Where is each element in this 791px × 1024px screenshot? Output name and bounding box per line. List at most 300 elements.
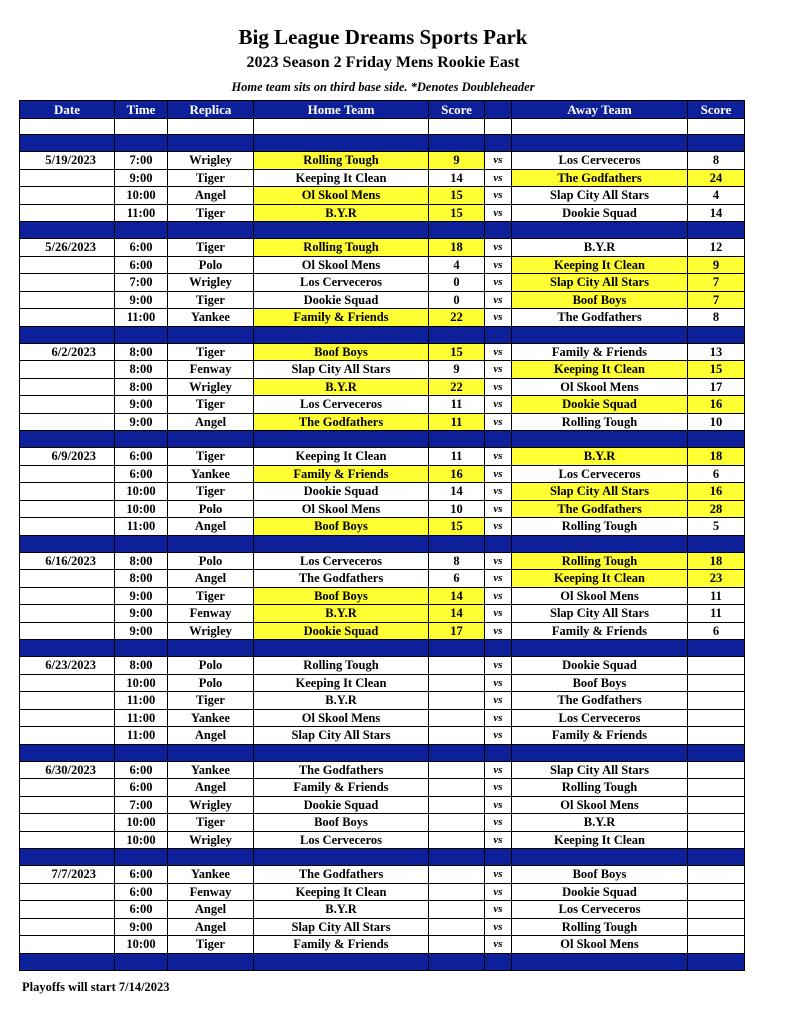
game-replica: Tiger xyxy=(168,483,254,501)
game-time: 6:00 xyxy=(115,901,168,919)
empty-cell xyxy=(485,326,512,343)
home-team: Boof Boys xyxy=(254,518,429,536)
game-date xyxy=(20,169,115,187)
empty-cell xyxy=(115,744,168,761)
game-row xyxy=(20,256,745,274)
empty-cell xyxy=(485,744,512,761)
week-separator-row xyxy=(20,849,745,866)
empty-cell xyxy=(254,326,429,343)
game-time: 8:00 xyxy=(115,552,168,570)
away-score: 6 xyxy=(688,622,745,640)
away-team: B.Y.R xyxy=(512,814,688,832)
away-team: Rolling Tough xyxy=(512,918,688,936)
game-date xyxy=(20,796,115,814)
home-score: 15 xyxy=(429,518,485,536)
vs-label: vs xyxy=(485,378,512,396)
vs-label: vs xyxy=(485,918,512,936)
home-score: 14 xyxy=(429,169,485,187)
away-score: 24 xyxy=(688,169,745,187)
away-score: 13 xyxy=(688,343,745,361)
table-header-row xyxy=(20,101,745,119)
vs-label: vs xyxy=(485,657,512,675)
game-row xyxy=(20,727,745,745)
game-replica: Yankee xyxy=(168,465,254,483)
home-score: 15 xyxy=(429,343,485,361)
empty-cell xyxy=(115,119,168,135)
empty-cell xyxy=(168,326,254,343)
vs-label: vs xyxy=(485,831,512,849)
away-score: 28 xyxy=(688,500,745,518)
away-team: Rolling Tough xyxy=(512,518,688,536)
home-team: Los Cerveceros xyxy=(254,396,429,414)
vs-label: vs xyxy=(485,761,512,779)
vs-label: vs xyxy=(485,291,512,309)
home-score: 11 xyxy=(429,448,485,466)
col-header-away-team: Away Team xyxy=(512,101,688,119)
game-replica: Angel xyxy=(168,901,254,919)
game-date xyxy=(20,936,115,954)
empty-cell xyxy=(20,953,115,970)
home-team: Boof Boys xyxy=(254,343,429,361)
game-replica: Angel xyxy=(168,187,254,205)
home-score xyxy=(429,709,485,727)
away-score: 17 xyxy=(688,378,745,396)
game-row xyxy=(20,901,745,919)
game-date xyxy=(20,918,115,936)
game-time: 10:00 xyxy=(115,831,168,849)
home-team: The Godfathers xyxy=(254,866,429,884)
away-score: 4 xyxy=(688,187,745,205)
away-team: B.Y.R xyxy=(512,239,688,257)
home-score: 6 xyxy=(429,570,485,588)
empty-cell xyxy=(688,119,745,135)
game-row xyxy=(20,169,745,187)
game-date xyxy=(20,709,115,727)
away-team: Keeping It Clean xyxy=(512,361,688,379)
game-replica: Yankee xyxy=(168,309,254,327)
empty-cell xyxy=(168,953,254,970)
home-team: Ol Skool Mens xyxy=(254,256,429,274)
away-score xyxy=(688,901,745,919)
vs-label: vs xyxy=(485,239,512,257)
game-replica: Wrigley xyxy=(168,152,254,170)
game-replica: Yankee xyxy=(168,866,254,884)
game-date xyxy=(20,570,115,588)
game-time: 8:00 xyxy=(115,657,168,675)
week-separator-row xyxy=(20,953,745,970)
game-time: 6:00 xyxy=(115,465,168,483)
away-team: Boof Boys xyxy=(512,866,688,884)
home-team: Ol Skool Mens xyxy=(254,500,429,518)
game-row xyxy=(20,518,745,536)
game-row xyxy=(20,291,745,309)
home-team: Los Cerveceros xyxy=(254,831,429,849)
game-row xyxy=(20,692,745,710)
col-header-home-score: Score xyxy=(429,101,485,119)
empty-cell xyxy=(115,222,168,239)
vs-label: vs xyxy=(485,152,512,170)
vs-label: vs xyxy=(485,361,512,379)
empty-cell xyxy=(20,744,115,761)
home-score: 4 xyxy=(429,256,485,274)
game-replica: Tiger xyxy=(168,239,254,257)
game-row xyxy=(20,831,745,849)
home-score: 0 xyxy=(429,291,485,309)
home-score: 9 xyxy=(429,152,485,170)
away-score xyxy=(688,727,745,745)
game-row xyxy=(20,152,745,170)
empty-cell xyxy=(485,119,512,135)
vs-label: vs xyxy=(485,187,512,205)
away-score xyxy=(688,761,745,779)
game-time: 11:00 xyxy=(115,709,168,727)
game-time: 10:00 xyxy=(115,500,168,518)
away-team: Rolling Tough xyxy=(512,413,688,431)
empty-cell xyxy=(485,135,512,152)
away-team: Family & Friends xyxy=(512,727,688,745)
game-row xyxy=(20,448,745,466)
game-time: 6:00 xyxy=(115,239,168,257)
game-replica: Tiger xyxy=(168,814,254,832)
game-row xyxy=(20,936,745,954)
col-header-home-team: Home Team xyxy=(254,101,429,119)
home-team: Slap City All Stars xyxy=(254,727,429,745)
game-time: 7:00 xyxy=(115,274,168,292)
home-score: 0 xyxy=(429,274,485,292)
game-time: 10:00 xyxy=(115,483,168,501)
vs-label: vs xyxy=(485,274,512,292)
game-row xyxy=(20,657,745,675)
game-row xyxy=(20,309,745,327)
empty-cell xyxy=(485,953,512,970)
game-time: 6:00 xyxy=(115,256,168,274)
home-team: Rolling Tough xyxy=(254,239,429,257)
home-score xyxy=(429,918,485,936)
away-team: Family & Friends xyxy=(512,343,688,361)
away-team: The Godfathers xyxy=(512,169,688,187)
game-row xyxy=(20,883,745,901)
vs-label: vs xyxy=(485,343,512,361)
game-date xyxy=(20,465,115,483)
week-separator-row xyxy=(20,326,745,343)
game-time: 9:00 xyxy=(115,587,168,605)
game-replica: Angel xyxy=(168,779,254,797)
game-row xyxy=(20,779,745,797)
home-score: 9 xyxy=(429,361,485,379)
game-row xyxy=(20,204,745,222)
home-score xyxy=(429,779,485,797)
empty-cell xyxy=(688,431,745,448)
empty-cell xyxy=(115,326,168,343)
empty-cell xyxy=(512,222,688,239)
vs-label: vs xyxy=(485,552,512,570)
away-score: 16 xyxy=(688,483,745,501)
game-time: 9:00 xyxy=(115,169,168,187)
schedule-body xyxy=(20,119,745,971)
away-team: Dookie Squad xyxy=(512,204,688,222)
empty-cell xyxy=(512,744,688,761)
empty-cell xyxy=(512,849,688,866)
away-team: Slap City All Stars xyxy=(512,187,688,205)
empty-cell xyxy=(688,135,745,152)
empty-cell xyxy=(254,640,429,657)
game-replica: Wrigley xyxy=(168,274,254,292)
home-score xyxy=(429,831,485,849)
game-row xyxy=(20,413,745,431)
vs-label: vs xyxy=(485,622,512,640)
vs-label: vs xyxy=(485,901,512,919)
away-team: Slap City All Stars xyxy=(512,761,688,779)
vs-label: vs xyxy=(485,413,512,431)
vs-label: vs xyxy=(485,169,512,187)
home-score: 16 xyxy=(429,465,485,483)
game-date: 5/26/2023 xyxy=(20,239,115,257)
away-team: The Godfathers xyxy=(512,309,688,327)
empty-cell xyxy=(512,119,688,135)
week-separator-row xyxy=(20,135,745,152)
game-row xyxy=(20,343,745,361)
game-replica: Yankee xyxy=(168,709,254,727)
game-date xyxy=(20,274,115,292)
game-time: 10:00 xyxy=(115,814,168,832)
empty-cell xyxy=(254,431,429,448)
home-score: 11 xyxy=(429,396,485,414)
empty-cell xyxy=(485,431,512,448)
game-replica: Tiger xyxy=(168,204,254,222)
home-team: Keeping It Clean xyxy=(254,169,429,187)
home-team: B.Y.R xyxy=(254,692,429,710)
away-score xyxy=(688,936,745,954)
empty-cell xyxy=(168,135,254,152)
game-replica: Tiger xyxy=(168,587,254,605)
empty-cell xyxy=(254,744,429,761)
away-score xyxy=(688,814,745,832)
empty-cell xyxy=(512,535,688,552)
away-team: Los Cerveceros xyxy=(512,709,688,727)
home-team: Rolling Tough xyxy=(254,152,429,170)
game-time: 9:00 xyxy=(115,918,168,936)
empty-cell xyxy=(688,744,745,761)
away-score: 16 xyxy=(688,396,745,414)
empty-cell xyxy=(254,222,429,239)
home-team: Ol Skool Mens xyxy=(254,187,429,205)
away-score: 18 xyxy=(688,448,745,466)
away-score: 15 xyxy=(688,361,745,379)
away-team: Dookie Squad xyxy=(512,657,688,675)
vs-label: vs xyxy=(485,814,512,832)
home-score: 11 xyxy=(429,413,485,431)
game-date: 6/16/2023 xyxy=(20,552,115,570)
away-team: Keeping It Clean xyxy=(512,570,688,588)
page-title: Big League Dreams Sports Park xyxy=(238,25,528,49)
home-score xyxy=(429,936,485,954)
game-row xyxy=(20,187,745,205)
away-team: Rolling Tough xyxy=(512,779,688,797)
home-team: Family & Friends xyxy=(254,936,429,954)
home-team: Dookie Squad xyxy=(254,796,429,814)
empty-cell xyxy=(512,326,688,343)
away-score xyxy=(688,709,745,727)
away-team: Ol Skool Mens xyxy=(512,796,688,814)
game-time: 11:00 xyxy=(115,692,168,710)
empty-cell xyxy=(429,326,485,343)
empty-cell xyxy=(429,135,485,152)
game-date xyxy=(20,518,115,536)
empty-cell xyxy=(429,953,485,970)
home-team: Family & Friends xyxy=(254,309,429,327)
home-score xyxy=(429,901,485,919)
game-row xyxy=(20,465,745,483)
empty-cell xyxy=(429,222,485,239)
empty-cell xyxy=(168,640,254,657)
away-score: 23 xyxy=(688,570,745,588)
away-team: The Godfathers xyxy=(512,692,688,710)
empty-cell xyxy=(254,849,429,866)
game-date xyxy=(20,831,115,849)
vs-label: vs xyxy=(485,256,512,274)
game-row xyxy=(20,587,745,605)
game-date xyxy=(20,309,115,327)
game-row xyxy=(20,396,745,414)
empty-cell xyxy=(20,222,115,239)
away-team: B.Y.R xyxy=(512,448,688,466)
game-replica: Yankee xyxy=(168,761,254,779)
game-time: 10:00 xyxy=(115,187,168,205)
game-replica: Angel xyxy=(168,518,254,536)
home-score: 10 xyxy=(429,500,485,518)
empty-cell xyxy=(168,535,254,552)
vs-label: vs xyxy=(485,883,512,901)
empty-cell xyxy=(254,953,429,970)
game-date xyxy=(20,779,115,797)
game-date xyxy=(20,814,115,832)
empty-cell xyxy=(688,326,745,343)
game-replica: Tiger xyxy=(168,169,254,187)
home-score xyxy=(429,761,485,779)
away-team: Boof Boys xyxy=(512,674,688,692)
vs-label: vs xyxy=(485,204,512,222)
empty-cell xyxy=(20,326,115,343)
home-team: Slap City All Stars xyxy=(254,361,429,379)
empty-cell xyxy=(20,119,115,135)
game-time: 10:00 xyxy=(115,674,168,692)
game-date xyxy=(20,500,115,518)
game-date xyxy=(20,396,115,414)
week-separator-row xyxy=(20,222,745,239)
game-time: 10:00 xyxy=(115,936,168,954)
away-score: 8 xyxy=(688,309,745,327)
empty-cell xyxy=(429,431,485,448)
game-row xyxy=(20,552,745,570)
game-replica: Polo xyxy=(168,256,254,274)
vs-label: vs xyxy=(485,309,512,327)
game-replica: Tiger xyxy=(168,448,254,466)
home-team: B.Y.R xyxy=(254,204,429,222)
game-time: 11:00 xyxy=(115,204,168,222)
empty-cell xyxy=(485,640,512,657)
game-replica: Angel xyxy=(168,413,254,431)
game-date xyxy=(20,256,115,274)
game-time: 6:00 xyxy=(115,866,168,884)
away-team: Keeping It Clean xyxy=(512,256,688,274)
game-time: 11:00 xyxy=(115,727,168,745)
blank-row xyxy=(20,119,745,135)
col-header-replica: Replica xyxy=(168,101,254,119)
home-team: B.Y.R xyxy=(254,605,429,623)
empty-cell xyxy=(429,849,485,866)
game-date xyxy=(20,901,115,919)
away-team: Ol Skool Mens xyxy=(512,587,688,605)
home-team: Los Cerveceros xyxy=(254,274,429,292)
game-replica: Tiger xyxy=(168,692,254,710)
game-time: 7:00 xyxy=(115,796,168,814)
game-date: 6/23/2023 xyxy=(20,657,115,675)
game-row xyxy=(20,918,745,936)
game-time: 7:00 xyxy=(115,152,168,170)
game-row xyxy=(20,605,745,623)
away-team: Los Cerveceros xyxy=(512,465,688,483)
game-time: 6:00 xyxy=(115,761,168,779)
empty-cell xyxy=(115,640,168,657)
home-score xyxy=(429,883,485,901)
game-replica: Polo xyxy=(168,657,254,675)
game-replica: Wrigley xyxy=(168,378,254,396)
empty-cell xyxy=(688,640,745,657)
empty-cell xyxy=(20,431,115,448)
empty-cell xyxy=(20,135,115,152)
game-time: 9:00 xyxy=(115,622,168,640)
away-score: 7 xyxy=(688,291,745,309)
vs-label: vs xyxy=(485,396,512,414)
game-replica: Fenway xyxy=(168,605,254,623)
game-row xyxy=(20,866,745,884)
empty-cell xyxy=(429,535,485,552)
game-date xyxy=(20,622,115,640)
game-row xyxy=(20,814,745,832)
game-row xyxy=(20,674,745,692)
home-team: Boof Boys xyxy=(254,814,429,832)
empty-cell xyxy=(168,744,254,761)
empty-cell xyxy=(429,744,485,761)
home-score: 14 xyxy=(429,483,485,501)
away-team: Rolling Tough xyxy=(512,552,688,570)
away-score: 5 xyxy=(688,518,745,536)
game-row xyxy=(20,274,745,292)
home-team: B.Y.R xyxy=(254,901,429,919)
game-date xyxy=(20,361,115,379)
game-time: 8:00 xyxy=(115,361,168,379)
away-score xyxy=(688,692,745,710)
away-score: 6 xyxy=(688,465,745,483)
game-date: 6/30/2023 xyxy=(20,761,115,779)
empty-cell xyxy=(115,849,168,866)
col-header-date: Date xyxy=(20,101,115,119)
game-date xyxy=(20,605,115,623)
empty-cell xyxy=(429,119,485,135)
week-separator-row xyxy=(20,535,745,552)
away-team: Ol Skool Mens xyxy=(512,378,688,396)
away-score: 8 xyxy=(688,152,745,170)
week-separator-row xyxy=(20,431,745,448)
empty-cell xyxy=(254,119,429,135)
vs-label: vs xyxy=(485,518,512,536)
empty-cell xyxy=(512,953,688,970)
game-date xyxy=(20,187,115,205)
home-score xyxy=(429,692,485,710)
game-time: 9:00 xyxy=(115,396,168,414)
game-time: 6:00 xyxy=(115,779,168,797)
away-team: Keeping It Clean xyxy=(512,831,688,849)
